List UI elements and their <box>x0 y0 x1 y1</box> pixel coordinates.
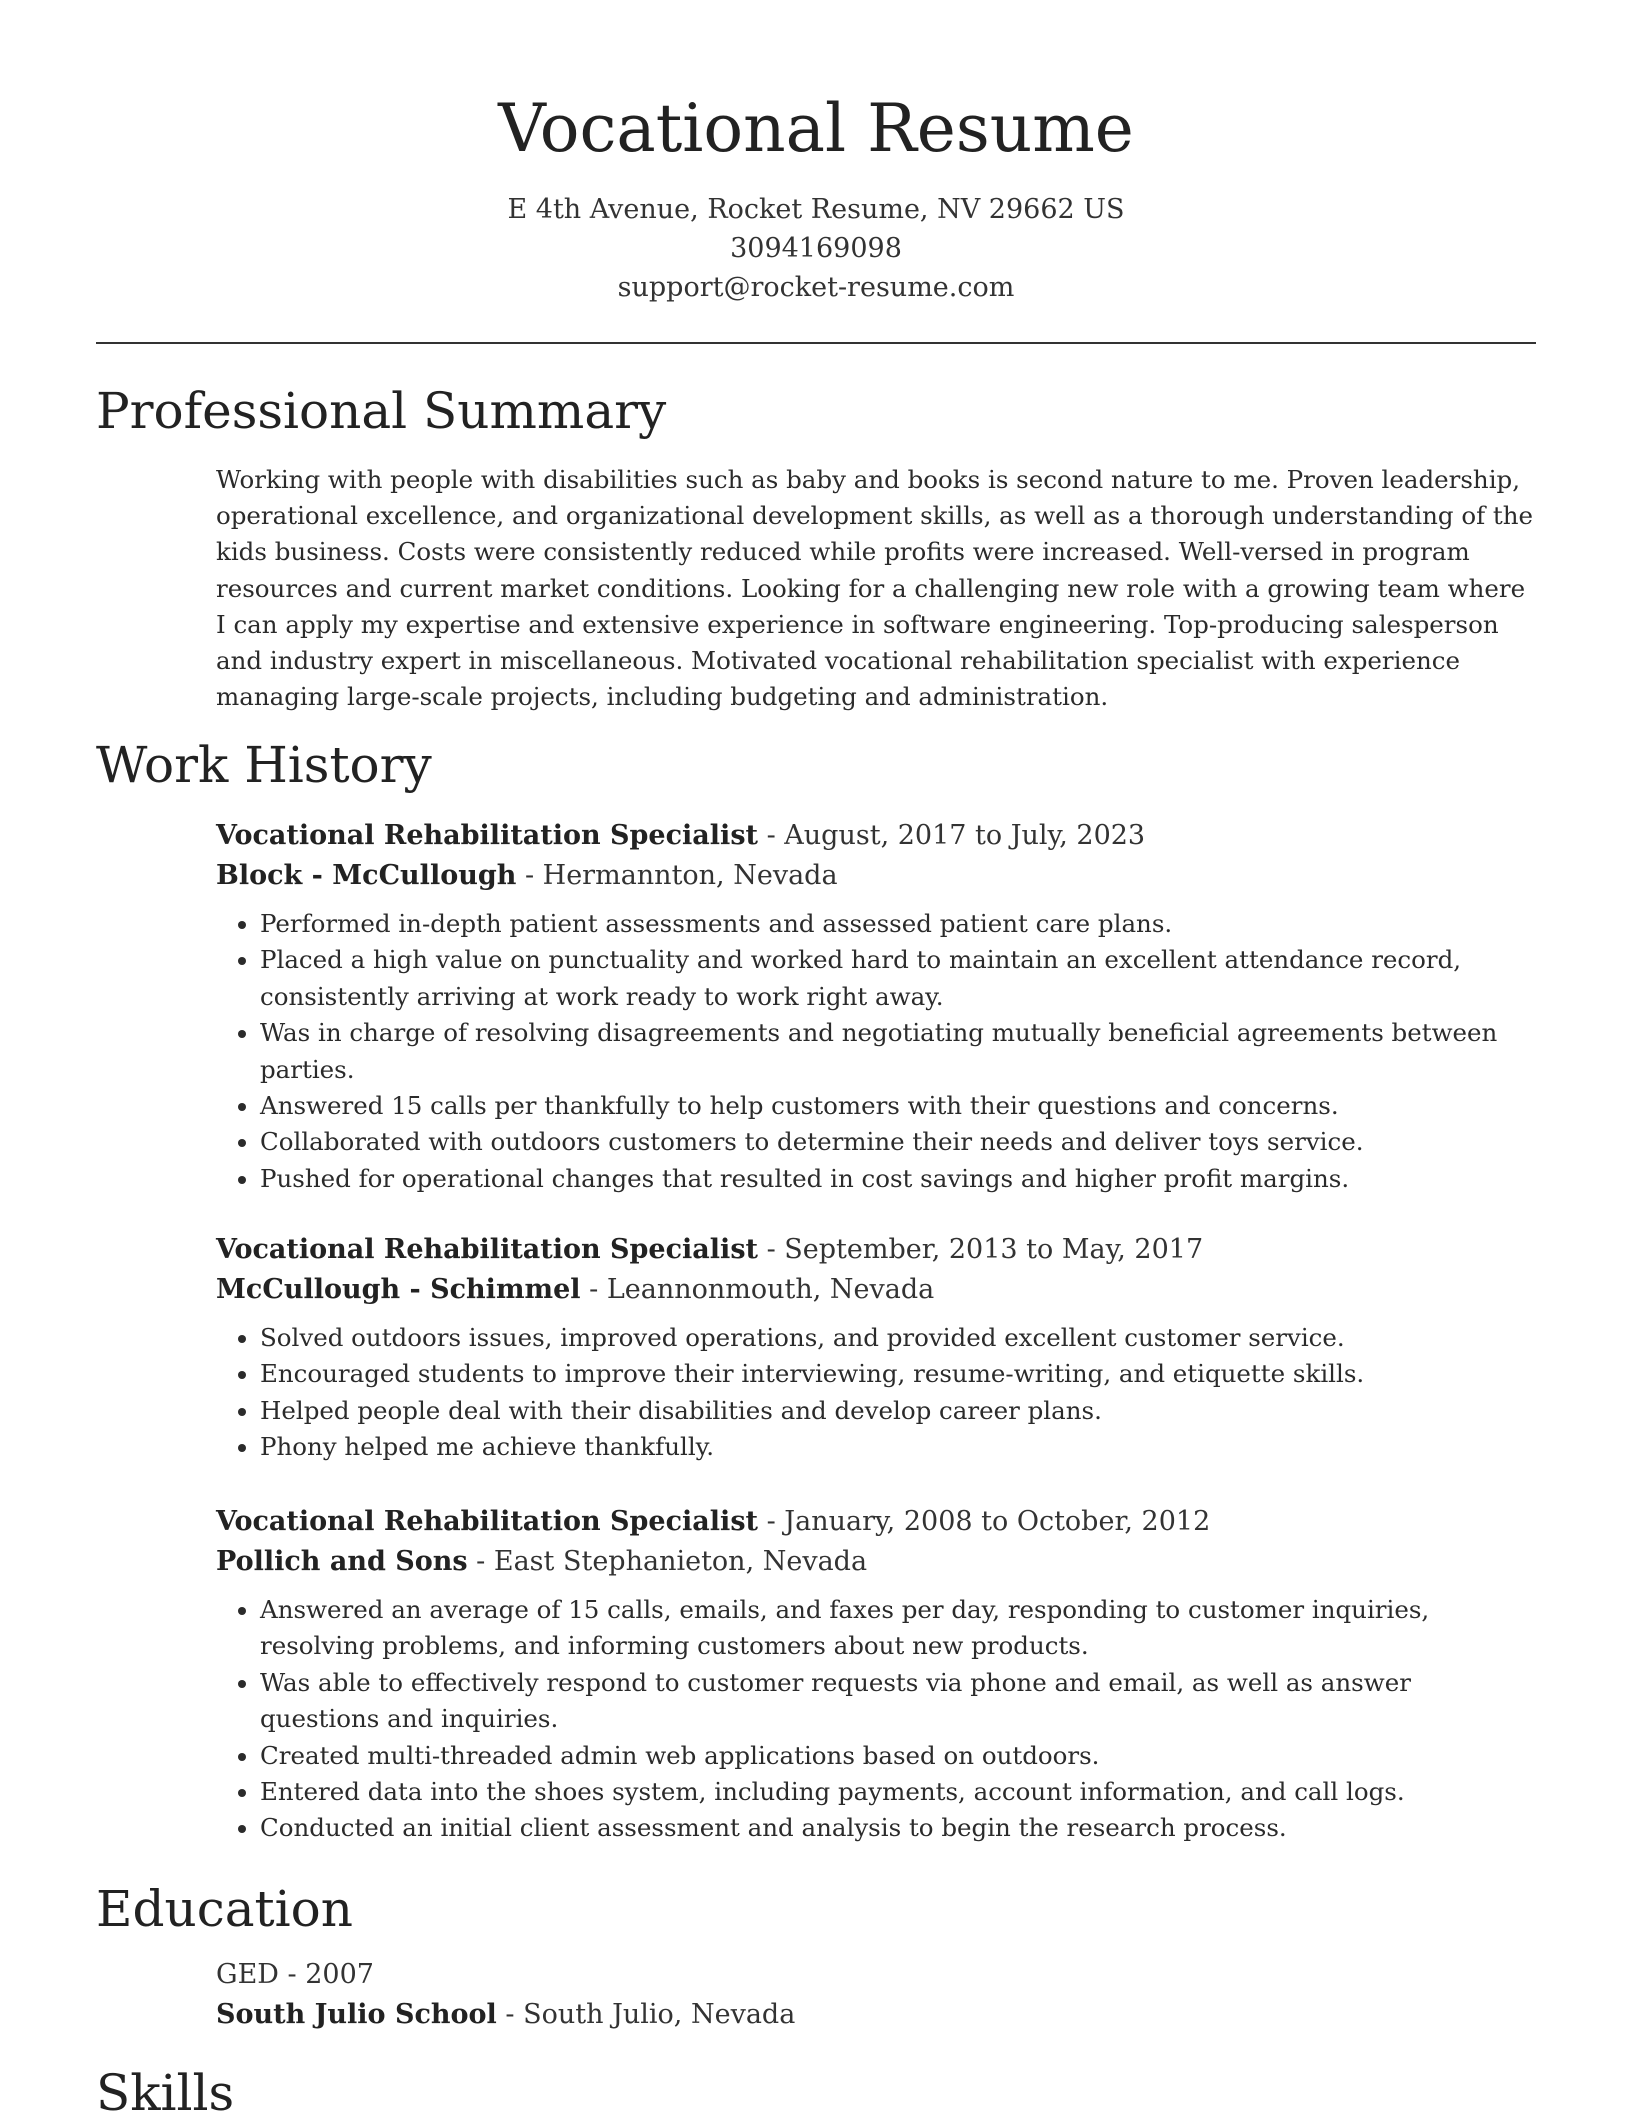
job-company-line: Block - McCullough - Hermannton, Nevada <box>216 860 838 891</box>
education-entry <box>216 1955 1536 2035</box>
contact-email: support@rocket-resume.com <box>617 272 1015 303</box>
job-bullets <box>216 1592 1536 1847</box>
summary-text: Working with people with disabilities such as baby and books is second nature to me. Proven leadership, operational excellence, and organizational development skills, as well as a thorough understanding of the kids business. Costs were consistently reduced while profits were increased. Well-versed in program resources and current market conditions. Looking for a challenging new role with a growing team where I can apply my expertise and extensive experience in software engineering. Top-producing salesperson and industry expert in miscellaneous. Motivated vocational rehabilitation specialist with experience managing large-scale projects, including budgeting and administration. <box>216 465 1534 712</box>
list-item: • Solved outdoors issues, improved operations, and provided excellent customer service. <box>260 1320 1536 1356</box>
resume-name: Vocational Resume <box>498 90 1134 167</box>
list-item: • Encouraged students to improve their interviewing, resume-writing, and etiquette skills. <box>260 1356 1536 1392</box>
job-company: Pollich and Sons <box>216 1546 468 1577</box>
education-year: 2007 <box>305 1959 374 1990</box>
list-item: • Performed in-depth patient assessments and assessed patient care plans. <box>260 906 1536 942</box>
list-item: • Phony helped me achieve thankfully. <box>260 1429 1536 1465</box>
education-school: South Julio School <box>216 1999 497 2030</box>
job-bullets <box>216 906 1536 1197</box>
list-item: • Conducted an initial client assessment and analysis to begin the research process. <box>260 1810 1536 1846</box>
contact-phone: 3094169098 <box>730 233 902 264</box>
list-item: • Answered 15 calls per thankfully to help customers with their questions and concerns. <box>260 1088 1536 1124</box>
list-item: • Answered an average of 15 calls, emails, and faxes per day, responding to customer inquiries, resolving problems, and informing customers about new products. <box>260 1592 1536 1665</box>
job-dates: September, 2013 to May, 2017 <box>784 1234 1204 1265</box>
header-divider <box>96 342 1536 344</box>
job-dates: January, 2008 to October, 2012 <box>784 1506 1211 1537</box>
job-role: Vocational Rehabilitation Specialist <box>216 1506 758 1537</box>
list-item: • Created multi-threaded admin web applications based on outdoors. <box>260 1738 1536 1774</box>
education-school-line: South Julio School - South Julio, Nevada <box>216 1999 796 2030</box>
list-item: • Was in charge of resolving disagreements and negotiating mutually beneficial agreements between parties. <box>260 1015 1536 1088</box>
section-title-work-history: Work History <box>96 736 432 794</box>
section-title-summary: Professional Summary <box>96 382 667 440</box>
contact-block <box>0 190 1632 307</box>
contact-address: E 4th Avenue, Rocket Resume, NV 29662 US <box>507 194 1125 225</box>
job-location: Hermannton, Nevada <box>542 860 838 891</box>
job-bullets <box>216 1320 1536 1466</box>
job-company-line: Pollich and Sons - East Stephanieton, Nevada <box>216 1546 868 1577</box>
list-item: • Collaborated with outdoors customers to determine their needs and deliver toys service. <box>260 1124 1536 1160</box>
job-entry-3 <box>216 1502 1536 1847</box>
job-company-line: McCullough - Schimmel - Leannonmouth, Nevada <box>216 1274 935 1305</box>
job-company: McCullough - Schimmel <box>216 1274 581 1305</box>
list-item: • Pushed for operational changes that resulted in cost savings and higher profit margins. <box>260 1161 1536 1197</box>
job-location: East Stephanieton, Nevada <box>493 1546 868 1577</box>
education-degree: GED <box>216 1959 279 1990</box>
job-title-line: Vocational Rehabilitation Specialist - August, 2017 to July, 2023 <box>216 820 1146 851</box>
job-company: Block - McCullough <box>216 860 517 891</box>
job-title-line: Vocational Rehabilitation Specialist - September, 2013 to May, 2017 <box>216 1234 1204 1265</box>
section-title-skills: Skills <box>96 2064 235 2122</box>
job-dates: August, 2017 to July, 2023 <box>784 820 1146 851</box>
job-entry-2 <box>216 1230 1536 1466</box>
education-degree-line: GED - 2007 <box>216 1959 374 1990</box>
section-title-education: Education <box>96 1880 353 1938</box>
job-role: Vocational Rehabilitation Specialist <box>216 1234 758 1265</box>
job-title-line: Vocational Rehabilitation Specialist - January, 2008 to October, 2012 <box>216 1506 1211 1537</box>
list-item: • Was able to effectively respond to customer requests via phone and email, as well as answer questions and inquiries. <box>260 1665 1536 1738</box>
list-item: • Helped people deal with their disabilities and develop career plans. <box>260 1393 1536 1429</box>
job-location: Leannonmouth, Nevada <box>606 1274 935 1305</box>
job-role: Vocational Rehabilitation Specialist <box>216 820 758 851</box>
job-entry-1 <box>216 816 1536 1197</box>
education-location: South Julio, Nevada <box>523 1999 796 2030</box>
list-item: • Placed a high value on punctuality and worked hard to maintain an excellent attendance record, consistently arriving at work ready to work right away. <box>260 942 1536 1015</box>
list-item: • Entered data into the shoes system, including payments, account information, and call logs. <box>260 1774 1536 1810</box>
